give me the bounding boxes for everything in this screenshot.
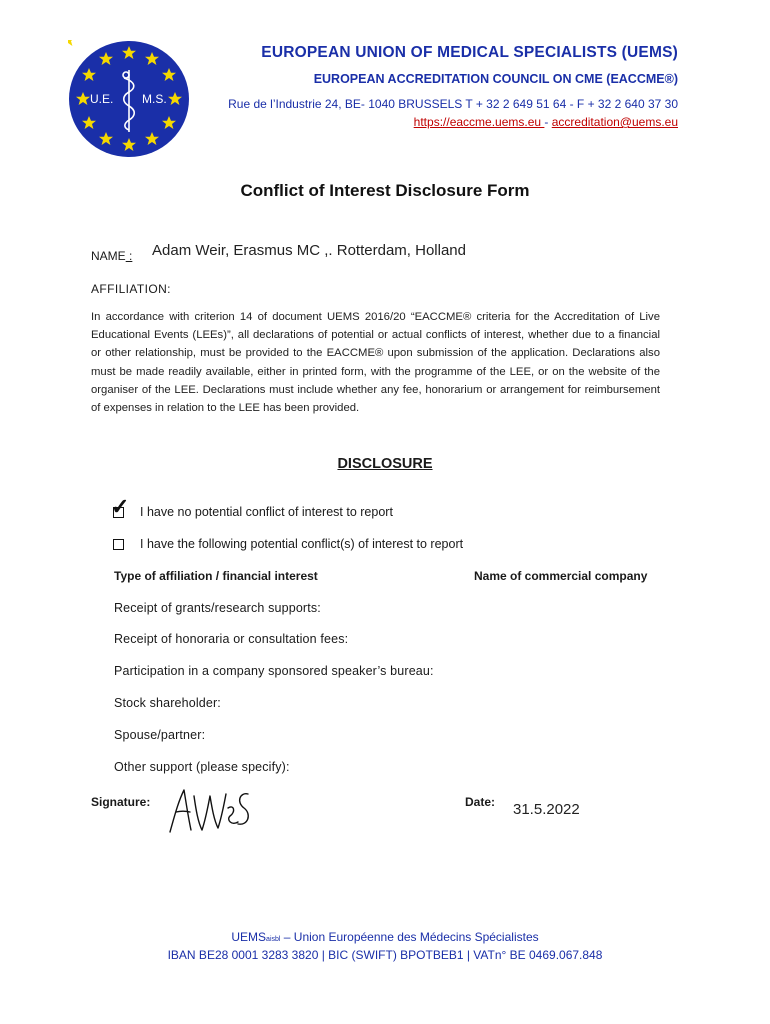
- signature-label: Signature:: [91, 795, 151, 809]
- name-value: Adam Weir, Erasmus MC ,. Rotterdam, Holland: [152, 242, 466, 259]
- footer-rest: – Union Européenne des Médecins Spécialistes: [280, 930, 539, 944]
- footer-org-line: [0, 930, 770, 944]
- intro-paragraph: In accordance with criterion 14 of document UEMS 2016/20 “EACCME® criteria for the Accreditation of Live Educational Events (LEEs)”, all declarations of potential or actual conflicts of interest, whether due to a financial or other relationship, must be provided to the EACCME® upon submission of the application. Declarations also must be made readily available, either in printed form, with the programme of the LEE, or on the website of the organiser of the LEE. Declarations must include whether any fee, honorarium or arrangement for reimbursement of expenses in relation to the LEE has been provided.: [91, 311, 660, 415]
- website-link[interactable]: https://eaccme.uems.eu: [413, 115, 545, 129]
- column-header-type: Type of affiliation / financial interest: [114, 569, 318, 583]
- checkmark-icon: ✓: [111, 494, 130, 519]
- logo-text-left: U.E.: [90, 92, 114, 106]
- interest-row-spouse: Spouse/partner:: [114, 728, 206, 742]
- org-name: EUROPEAN UNION OF MEDICAL SPECIALISTS (UEMS): [261, 44, 678, 61]
- council-name: EUROPEAN ACCREDITATION COUNCIL ON CME (EACCME®): [313, 72, 678, 86]
- name-label-text: NAME: [91, 249, 126, 263]
- column-header-company: Name of commercial company: [474, 569, 648, 583]
- handwritten-signature: [164, 782, 260, 836]
- name-label: [91, 249, 132, 263]
- disclosure-heading: DISCLOSURE: [337, 456, 433, 472]
- interest-row-grants: Receipt of grants/research supports:: [114, 601, 321, 615]
- interest-row-other: Other support (please specify):: [114, 760, 290, 774]
- no-conflict-label: I have no potential conflict of interest to report: [140, 505, 393, 519]
- has-conflict-label: I have the following potential conflict(s) of interest to report: [140, 537, 464, 551]
- link-separator: -: [544, 115, 552, 129]
- contact-links: [414, 115, 678, 129]
- interest-row-stock: Stock shareholder:: [114, 696, 221, 710]
- email-link[interactable]: accreditation@uems.eu: [551, 115, 678, 129]
- address-line: Rue de l’Industrie 24, BE- 1040 BRUSSELS T + 32 2 649 51 64 - F + 32 2 640 37 30: [228, 97, 678, 111]
- footer-prefix: UEMS: [231, 930, 267, 944]
- date-value: 31.5.2022: [513, 801, 580, 818]
- date-label: Date:: [465, 795, 496, 809]
- has-conflict-checkbox[interactable]: [113, 539, 124, 550]
- name-colon: :: [125, 249, 133, 263]
- footer-bank-line: IBAN BE28 0001 3283 3820 | BIC (SWIFT) BPOTBEB1 | VATn° BE 0469.067.848: [167, 948, 603, 962]
- interest-row-speakers-bureau: Participation in a company sponsored speaker’s bureau:: [114, 664, 434, 678]
- uems-logo: [68, 40, 190, 158]
- logo-text-right: M.S.: [142, 92, 167, 106]
- footer-sub: aisbl: [266, 936, 281, 943]
- form-title: Conflict of Interest Disclosure Form: [240, 181, 530, 200]
- interest-row-honoraria: Receipt of honoraria or consultation fees:: [114, 632, 349, 646]
- affiliation-label: AFFILIATION:: [91, 282, 171, 296]
